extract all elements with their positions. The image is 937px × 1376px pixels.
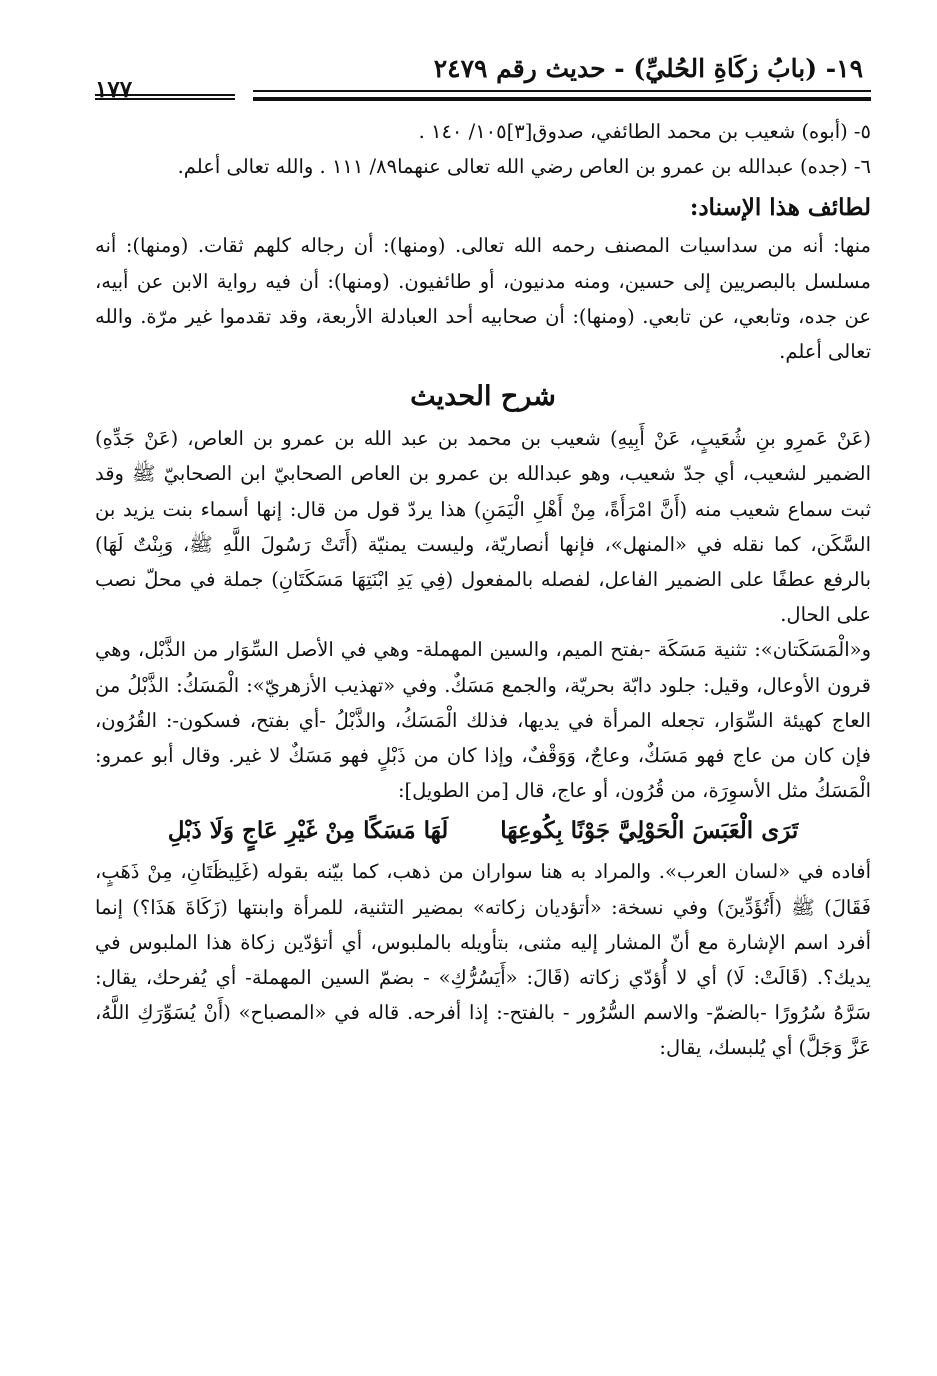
page-header (95, 48, 871, 106)
commentary-paragraph-3: أفاده في «لسان العرب». والمراد به هنا سواران من ذهب، كما بيّنه بقوله (غَلِيظَتَانِ، مِنْ ذَهَبٍ، فَقَالَ) ﷺ (أَتُؤَدِّينَ) وفي نسخة: «أتؤديان زكاته» بمضير التثنية، للمرأة وابنتها (زَكَاةَ هَذَا؟) إنما أفرد اسم الإشارة مع أنّ المشار إليه مثنى، بتأويله بالملبوس، أي أتؤدّين زكاة هذا الملبوس في يديك؟. (قَالَتْ: لَا) أي لا أُؤدّي زكاته (قَالَ: «أَيَسُرُّكِ» - بضمّ السين المهملة- أي يُفرحك، يقال: سَرَّهُ سُرُورًا -بالضمّ- والاسم السُّرُور - بالفتح-: إذا أفرحه. قاله في «المصباح» (أَنْ يُسَوِّرَكِ اللَّهُ، عَزَّ وَجَلَّ) أي يُلبسك، يقال: (95, 860, 871, 1060)
running-title: ١٩- (بابُ زكَاةِ الحُليِّ) - حديث رقم ٢٤٧٩ (433, 54, 863, 83)
header-rule-thick (253, 97, 871, 101)
page-number: ١٧٧ (95, 76, 133, 103)
poetry-verse (95, 810, 871, 852)
book-page (95, 48, 871, 1066)
section-heading-subtleties: لطائف هذا الإسناد: (689, 194, 871, 222)
verse-first-hemistich: تَرَى الْعَبَسَ الْحَوْلِيَّ جَوْنًا بِكُوعِهَا (500, 817, 799, 845)
subtleties-paragraph: منها: أنه من سداسيات المصنف رحمه الله تعالى. (ومنها): أن رجاله كلهم ثقات. (ومنها): أنه مسلسل بالبصريين إلى حسين، ومنه مدنيون، أو طائفيون. (ومنها): أن فيه رواية الابن عن أبيه، عن جده، وتابعي، عن تابعي. (ومنها): أن صحابيه أحد العبادلة الأربعة، وقد تقدموا غير مرّة. والله تعالى أعلم. (95, 234, 871, 364)
narrator-6: ٦- (جده) عبدالله بن عمرو بن العاص رضي الله تعالى عنهما٨٩/ ١١١ . والله تعالى أعلم. (177, 155, 871, 179)
verse-second-hemistich: لَهَا مَسَكًا مِنْ غَيْرِ عَاجٍ وَلَا ذَبْلِ (167, 817, 449, 845)
commentary-paragraph-1: (عَنْ عَمرِو بنِ شُعَيبٍ، عَنْ أَبِيهِ) شعيب بن محمد بن عبد الله بن عمرو بن العاص، (عَنْ جَدِّهِ) الضمير لشعيب، أي جدّ شعيب، وهو عبدالله بن عمرو بن العاص الصحابيّ ابن الصحابيّ ﷺ وقد ثبت سماع شعيب منه (أَنَّ امْرَأَةً، مِنْ أَهْلِ الْيَمَنِ) هذا يردّ قول من قال: إنها أسماء بنت يزيد بن السَّكَن، كما نقله في «المنهل»، فإنها أنصاريّة، وليست يمنيّة (أَتَتْ رَسُولَ اللَّهِ ﷺ، وَبِنْتٌ لَهَا) بالرفع عطفًا على الضمير الفاعل، لفصله بالمفعول (فِي يَدِ ابْنَتِهَا مَسَكَتَانِ) جملة في محلّ نصب على الحال. (95, 427, 871, 627)
page-number-rule (95, 94, 235, 100)
section-heading-commentary: شرح الحديث (410, 381, 556, 413)
page-body (95, 114, 871, 1066)
commentary-paragraph-2: و«الْمَسَكَتان»: تثنية مَسَكَة -بفتح الميم، والسين المهملة- وهي في الأصل السِّوَار من الذَّبْل، وهي قرون الأوعال، وقيل: جلود دابّة بحريّة، والجمع مَسَكٌ. وفي «تهذيب الأزهريّ»: الْمَسَكُ: الذَّبْلُ من العاج كهيئة السِّوَار، تجعله المرأة في يديها، فذلك الْمَسَكُ، والذَّبْلُ -أي بفتح، فسكون-: القُرُون، فإن كان من عاج فهو مَسَكٌ، وعاجٌ، وَوَقْفٌ، وإذا كان من ذَبْلٍ فهو مَسَكٌ لا غير. وقال أبو عمرو: الْمَسَكُ مثل الأسوِرَة، من قُرُون، أو عاج، قال [من الطويل]: (95, 638, 871, 803)
header-rule (253, 90, 871, 92)
narrator-5: ٥- (أبوه) شعيب بن محمد الطائفي، صدوق[٣]١٠٥/ ١٤٠ . (418, 120, 871, 143)
